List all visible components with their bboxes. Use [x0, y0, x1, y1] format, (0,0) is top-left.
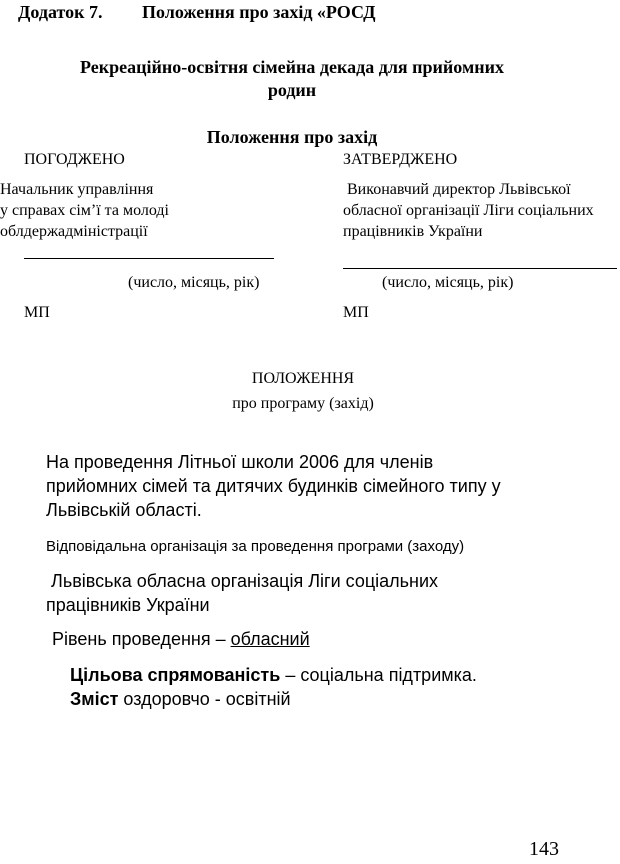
approved-line-1: Виконавчий директор Львівської [343, 181, 571, 198]
target-label: Цільова спрямованість [70, 665, 281, 685]
page-number: 143 [529, 838, 559, 860]
content-row [70, 689, 291, 710]
responsible-label: Відповідальна організація за проведення програми (заходу) [46, 538, 465, 555]
agreed-signature-line [24, 258, 274, 259]
organization-line-1: Львівська обласна організація Ліги соціальних [46, 571, 439, 591]
agreed-line-1: Начальник управління [0, 181, 154, 198]
appendix-title: Положення про захід «РОСД [142, 2, 376, 22]
target-row [70, 665, 477, 686]
level-row [52, 629, 310, 650]
purpose-line-1: На проведення Літньої школи 2006 для членів [46, 452, 434, 472]
level-label: Рівень проведення – [52, 629, 231, 649]
title-line-2: родин [267, 80, 317, 100]
agreed-date-caption: (число, місяць, рік) [128, 274, 260, 291]
approved-date-caption: (число, місяць, рік) [382, 274, 514, 291]
approved-line-3: працівників України [343, 223, 483, 240]
approved-seal: МП [343, 304, 369, 321]
agreed-seal: МП [24, 304, 50, 321]
appendix-label: Додаток 7. [18, 2, 103, 22]
target-value: – соціальна підтримка. [280, 665, 477, 685]
purpose-line-3: Львівській області. [46, 500, 202, 520]
approved-line-2: обласної організації Ліги соціальних [343, 202, 594, 219]
content-value: оздоровчо - освітній [118, 689, 291, 709]
organization-line-2: працівників України [46, 595, 210, 615]
document-subtitle: Положення про захід [206, 127, 378, 147]
level-value: обласний [230, 629, 310, 649]
approved-signature-line [343, 268, 617, 269]
regulation-heading: ПОЛОЖЕННЯ [251, 370, 355, 387]
approved-heading: ЗАТВЕРДЖЕНО [343, 151, 458, 168]
title-line-1: Рекреаційно-освітня сімейна декада для прийомних [80, 57, 504, 77]
agreed-line-2: у справах сім’ї та молоді [0, 202, 169, 219]
regulation-subheading: про програму (захід) [232, 395, 374, 412]
agreed-heading: ПОГОДЖЕНО [24, 151, 125, 168]
agreed-line-3: облдержадміністрації [0, 223, 148, 240]
purpose-line-2: прийомних сімей та дитячих будинків сімейного типу у [46, 476, 501, 496]
content-label: Зміст [70, 689, 119, 709]
